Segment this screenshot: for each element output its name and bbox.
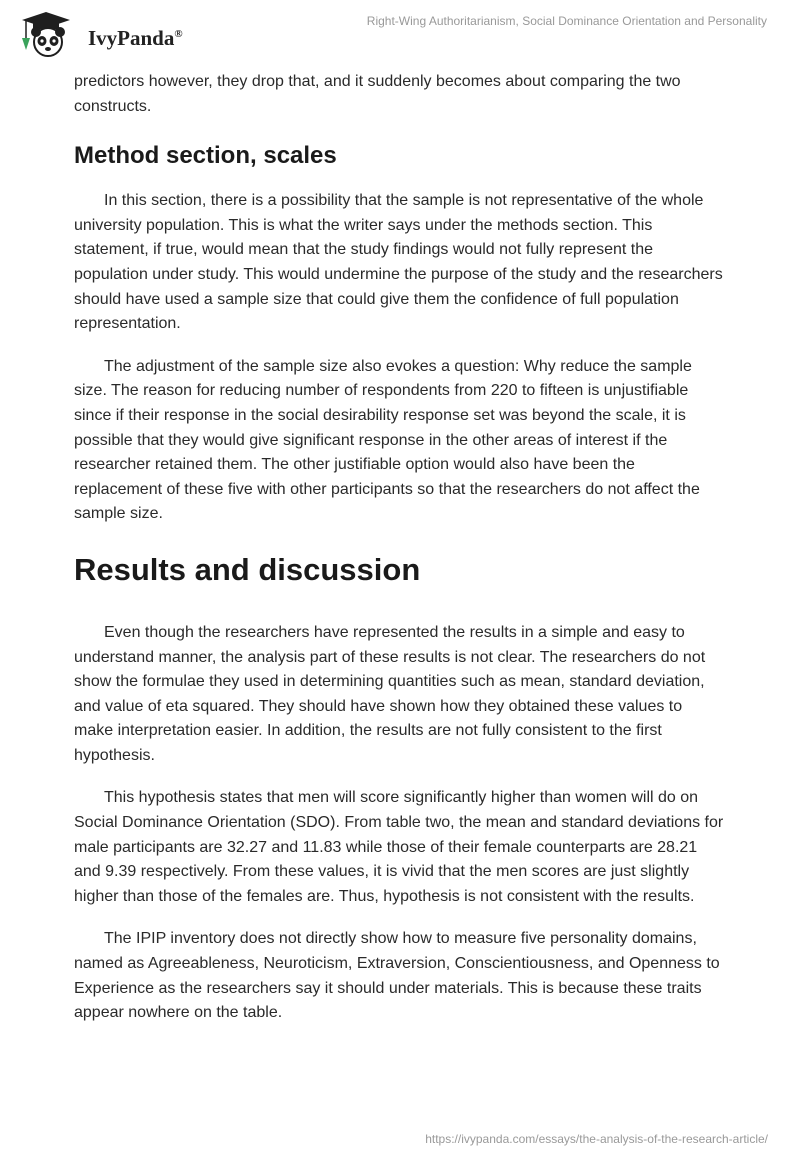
- panda-graduate-icon: [16, 10, 76, 58]
- source-url[interactable]: https://ivypanda.com/essays/the-analysis-of-the-research-article/: [425, 1132, 768, 1146]
- intro-paragraph: predictors however, they drop that, and it suddenly becomes about comparing the two constructs.: [74, 73, 681, 115]
- page-header: [0, 0, 800, 64]
- section-heading-results: Results and discussion: [74, 551, 421, 587]
- paragraph: The adjustment of the sample size also evokes a question: Why reduce the sample size. The reason for reducing number of respondents from 220 to fifteen is unjustifiable since if their response in the social desirability response set was beyond the scale, it is possible that they would give significant response in the other areas of interest if the researcher retained them. The other justifiable option would also have been the replacement of these five with other participants so that the researchers do not affect the sample size.: [74, 357, 700, 523]
- paragraph: In this section, there is a possibility that the sample is not representative of the whole university population. This is what the writer says under the methods section. This statement, if true, would mean that the study findings would not fully represent the population under study. This would undermine the purpose of the study and the researchers should have used a sample size that could give them the confidence of full population representation.: [74, 192, 723, 333]
- paragraph: Even though the researchers have represented the results in a simple and easy to understand manner, the analysis part of these results is not clear. The researchers do not show the formulae they used in determining quantities such as mean, standard deviation, and value of eta squared. They should have shown how they obtained these values to make interpretation easier. In addition, the results are not fully consistent to the first hypothesis.: [74, 623, 706, 764]
- paragraph: The IPIP inventory does not directly show how to measure five personality domains, named as Agreeableness, Neuroticism, Extraversion, Conscientiousness, and Openness to Experience as the researchers say it should under materials. This is because these traits appear nowhere on the table.: [74, 930, 720, 1022]
- section-heading-method: Method section, scales: [74, 142, 337, 170]
- essay-body: [74, 70, 724, 1044]
- document-title: Right-Wing Authoritarianism, Social Dominance Orientation and Personality: [366, 14, 767, 28]
- ivypanda-logo[interactable]: [12, 8, 212, 58]
- paragraph: This hypothesis states that men will score significantly higher than women will do on Social Dominance Orientation (SDO). From table two, the mean and standard deviations for male participants are 32.27 and 11.83 while those of their female counterparts are 28.21 and 9.39 respectively. From these values, it is vivid that the men scores are just slightly higher than those of the females are. Thus, hypothesis is not consistent with the results.: [74, 789, 724, 905]
- brand-name: IvyPanda®: [88, 26, 183, 50]
